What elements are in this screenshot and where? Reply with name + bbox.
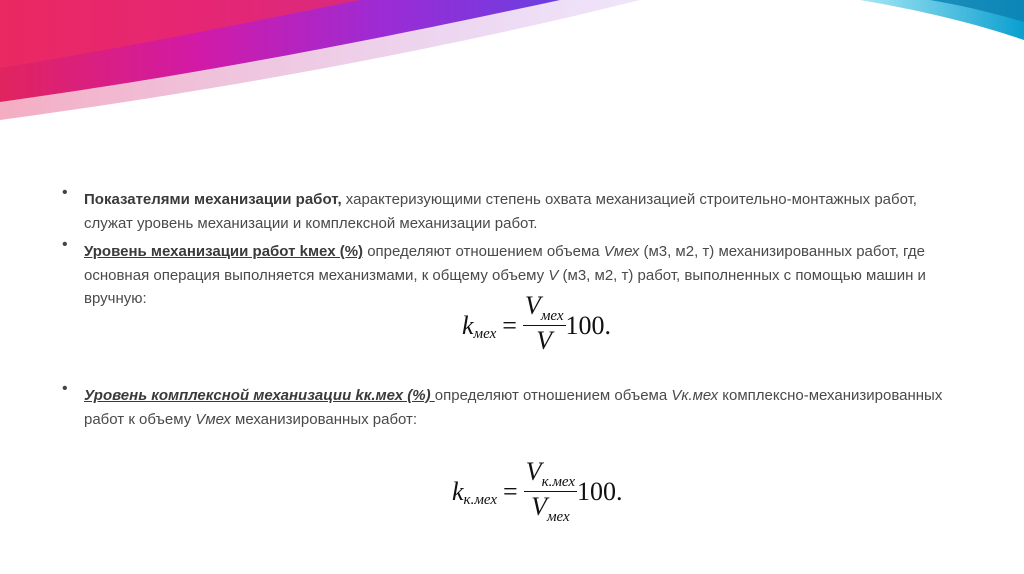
bullet-marker: • (62, 184, 68, 201)
fraction: $\frac{V_{к.мех}}{V_{мех}}$ (525, 457, 576, 525)
paragraph-text: характеризующими степень охвата механизацией строительно-монтажных работ, служат уровень механизации и комплексной механизации работ. (84, 191, 917, 232)
paragraph-mechanization-indicators (84, 188, 964, 235)
formula-mechanization-level: k мех = $\frac{V_{мех}}{V}$ 100. (462, 292, 611, 360)
bold-lead: Показателями механизации работ, (84, 191, 342, 208)
formula-complex-mechanization-level: k к.мех = $\frac{V_{к.мех}}{V_{мех}}$ 100. (452, 457, 623, 525)
underlined-italic-lead: Уровень комплексной механизации kк.мех (%) (84, 387, 435, 404)
paragraph-complex-mechanization-level: Уровень комплексной механизации kк.мех (%) определяют отношением объема Vк.мех комплексно-механизированных работ к объему Vмех механизированных работ: (84, 387, 943, 428)
bullet-marker: • (62, 236, 68, 253)
bullet-marker: • (62, 380, 68, 397)
fraction: $\frac{V_{мех}}{V}$ (524, 291, 564, 355)
underlined-lead: Уровень механизации работ kмех (%) (84, 243, 364, 260)
paragraph-mechanization-level: Уровень механизации работ kмех (%) определяют отношением объема Vмех (м3, м2, т) механизированных работ, где основная операция выполняется механизмами, к общему объему V (м3, м2, т) работ, выполненных с помощью машин и вручную: (84, 243, 926, 307)
